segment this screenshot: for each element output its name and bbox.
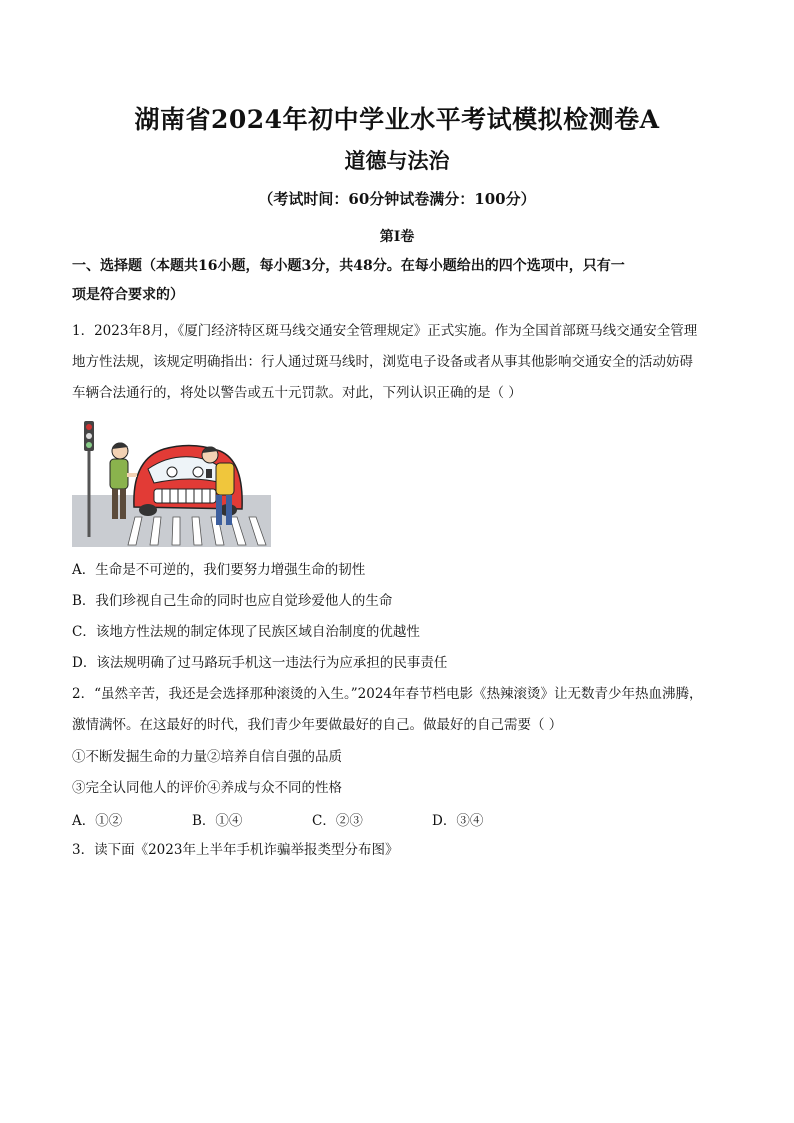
option-d: D．该法规明确了过马路玩手机这一违法行为应承担的民事责任 — [72, 655, 448, 671]
exam-title: 湖南省2024年初中学业水平考试模拟检测卷A — [134, 105, 660, 134]
question-2-statements: ③完全认同他人的评价④养成与众不同的性格 — [72, 780, 342, 796]
question-1-text: 车辆合法通行的，将处以警告或五十元罚款。对此，下列认识正确的是（ ） — [72, 385, 522, 401]
jaywalking-cartoon-illustration — [72, 417, 271, 547]
question-2-options — [72, 809, 552, 829]
question-3-text: 3．读下面《2023年上半年手机诈骗举报类型分布图》 — [72, 842, 399, 858]
section-heading-line: 一、选择题（本题共16小题，每小题3分，共48分。在每小题给出的四个选项中，只有一 — [72, 258, 625, 274]
subject-title: 道德与法治 — [344, 148, 450, 173]
section-heading — [72, 252, 732, 310]
option-d: D．③④ — [432, 813, 484, 829]
option-a: A．①② — [72, 813, 123, 829]
question-2-text: 2．“虽然辛苦，我还是会选择那种滚烫的入生。”2024年春节档电影《热辣滚烫》让无数青少年热血沸腾， — [72, 686, 703, 702]
question-2-statements: ①不断发掘生命的力量②培养自信自强的品质 — [72, 749, 342, 765]
volume-label: 第I卷 — [379, 229, 415, 245]
section-heading-line: 项是符合要求的） — [72, 287, 184, 303]
question-1-text: 地方性法规，该规定明确指出：行人通过斑马线时，浏览电子设备或者从事其他影响交通安全的活动妨碍 — [72, 354, 693, 370]
option-c: C．②③ — [312, 813, 363, 829]
question-2-text: 激情满怀。在这最好的时代，我们青少年要做最好的自己。做最好的自己需要（ ） — [72, 717, 563, 733]
option-b: B．①④ — [192, 813, 243, 829]
question-1-text: 1．2023年8月，《厦门经济特区斑马线交通安全管理规定》正式实施。作为全国首部斑马线交通安全管理 — [72, 323, 698, 339]
option-a: A．生命是不可逆的，我们要努力增强生命的韧性 — [72, 562, 366, 578]
option-b: B．我们珍视自己生命的同时也应自觉珍爱他人的生命 — [72, 593, 393, 609]
option-c: C．该地方性法规的制定体现了民族区域自治制度的优越性 — [72, 624, 420, 640]
exam-info: （考试时间：60分钟试卷满分：100分） — [258, 190, 536, 208]
